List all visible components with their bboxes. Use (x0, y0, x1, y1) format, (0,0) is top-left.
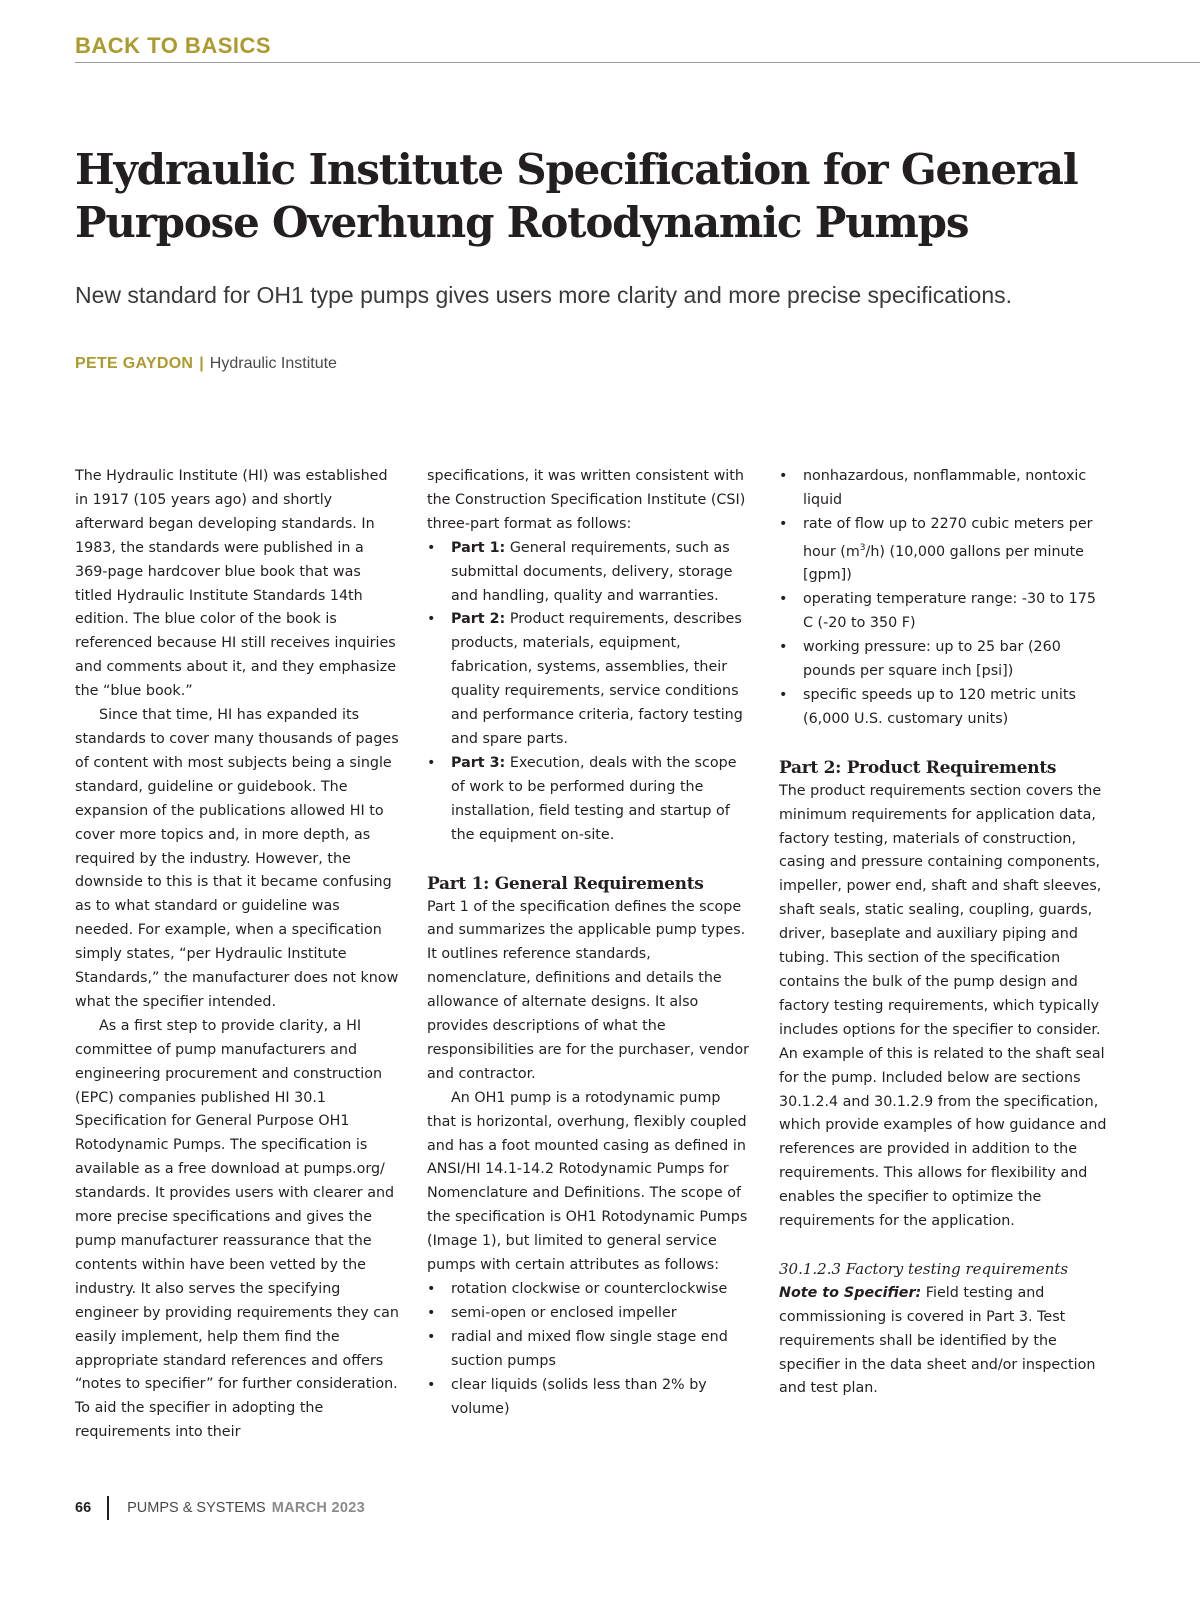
flow-text: /h) (10,000 gallons per minute [gpm]) (803, 543, 1084, 584)
attributes-list (427, 1278, 752, 1421)
paragraph: The product requirements section covers the minimum requirements for application data, factory testing, materials of construction, casing and pressure containing components, impeller, power end, shaft and shaft sleeves, shaft seals, static sealing, coupling, guards, driver, baseplate and auxiliary piping and tubing. This section of the specification contains the bulk of the pump design and factory testing requirements, which typically includes options for the specifier to consider. An example of this is related to the shaft seal for the pump. Included below are sections 30.1.2.4 and 30.1.2.9 from the specification, which provide examples of how guidance and references are provided in addition to the requirements. This allows for flexibility and enables the specifier to optimize the requirements for the application. (779, 782, 1107, 1230)
list-item (427, 537, 752, 609)
list-item: • nonhazardous, nonflammable, nontoxic liquid (779, 465, 1109, 513)
csi-parts-list (427, 537, 752, 848)
part-label: Part 1: (451, 539, 506, 556)
list-item (427, 752, 752, 848)
list-item: • working pressure: up to 25 bar (260 pounds per square inch [psi]) (779, 636, 1109, 684)
author-affiliation: Hydraulic Institute (209, 355, 337, 372)
section-heading: Part 2: Product Requirements (779, 757, 1057, 778)
page-footer (75, 1495, 365, 1521)
part-label: Part 3: (451, 754, 506, 771)
part-text: General requirements, such as submittal documents, delivery, storage and handling, quality and warranties. (451, 539, 733, 604)
header-rule (75, 62, 1200, 63)
article-deck: New standard for OH1 type pumps gives users more clarity and more precise specifications. (75, 282, 1013, 308)
paragraph: As a first step to provide clarity, a HI committee of pump manufacturers and engineering procurement and construction (EPC) companies published HI 30.1 Specification for General Purpose OH1 Rotodynamic Pumps. The specification is available as a free download at pumps.org/ standards. It provides users with clearer and more precise specifications and gives the pump manufacturer reassurance that the contents within have been vetted by the industry. It also serves the specifying engineer by providing requirements they can easily implement, help them find the appropriate standard references and offers “notes to specifier” for further consideration. To aid the specifier in adopting the requirements into their (75, 1017, 399, 1441)
paragraph: Part 1 of the specification defines the scope and summarizes the applicable pump types. It outlines reference standards, nomenclature, definitions and details the allowance of alternate designs. It also provides descriptions of what the responsibilities are for the purchaser, vendor and contractor. (427, 898, 749, 1082)
author-name: PETE GAYDON (75, 355, 194, 372)
part-text: Execution, deals with the scope of work to be performed during the installation, field testing and startup of the equipment on-site. (451, 754, 737, 843)
list-item: • radial and mixed flow single stage end suction pumps (427, 1326, 752, 1374)
list-item: • specific speeds up to 120 metric units (6,000 U.S. customary units) (779, 684, 1109, 732)
attributes-list-continued (779, 465, 1109, 732)
footer-divider (107, 1496, 109, 1520)
section-label: BACK TO BASICS (75, 33, 272, 58)
page-number: 66 (75, 1500, 92, 1516)
note-paragraph (779, 1282, 1109, 1402)
list-item (427, 608, 752, 751)
column-2 (427, 465, 752, 1421)
column-3 (779, 465, 1109, 1401)
publication-name: PUMPS & SYSTEMS (127, 1500, 266, 1516)
paragraph: specifications, it was written consistent with the Construction Specification Institute (CSI) three-part format as follows: (427, 468, 746, 532)
note-label: Note to Specifier: (779, 1284, 922, 1301)
column-1 (75, 465, 400, 1445)
spec-subheading: 30.1.2.3 Factory testing requirements (779, 1259, 1069, 1278)
list-item: • semi-open or enclosed impeller (427, 1302, 752, 1326)
part-text: Product requirements, describes products, materials, equipment, fabrication, systems, assemblies, their quality requirements, service conditions and performance criteria, factory testing and spare parts. (451, 611, 743, 747)
list-item (779, 513, 1109, 588)
paragraph: An OH1 pump is a rotodynamic pump that is horizontal, overhung, flexibly coupled and has a foot mounted casing as defined in ANSI/HI 14.1-14.2 Rotodynamic Pumps for Nomenclature and Definitions. The scope of the specification is OH1 Rotodynamic Pumps (Image 1), but limited to general service pumps with certain attributes as follows: (427, 1089, 748, 1274)
article-title: Hydraulic Institute Specification for General Purpose Overhung Rotodynamic Pumps (75, 145, 1078, 247)
list-item: • rotation clockwise or counterclockwise (427, 1278, 752, 1302)
paragraph: Since that time, HI has expanded its standards to cover many thousands of pages of content with most subjects being a single standard, guideline or guidebook. The expansion of the publications allowed HI to cover more topics and, in more depth, as required by the industry. However, the downside to this is that it became confusing as to what standard or guideline was needed. For example, when a specification simply states, “per Hydraulic Institute Standards,” the manufacturer does not know what the specifier intended. (75, 707, 399, 1010)
list-item: • clear liquids (solids less than 2% by volume) (427, 1374, 752, 1422)
note-text: Field testing and commissioning is covered in Part 3. Test requirements shall be identified by the specifier in the data sheet and/or inspection and test plan. (779, 1284, 1096, 1397)
byline-separator: | (199, 355, 204, 372)
byline (75, 355, 337, 373)
part-label: Part 2: (451, 611, 506, 628)
issue-date: MARCH 2023 (271, 1500, 365, 1516)
superscript: 3 (859, 542, 866, 553)
flow-text: rate of flow up to 2270 cubic meters per hour (m (803, 515, 1093, 560)
paragraph: The Hydraulic Institute (HI) was established in 1917 (105 years ago) and shortly afterward began developing standards. In 1983, the standards were published in a 369-page hardcover blue book that was titled Hydraulic Institute Standards 14th edition. The blue color of the book is referenced because HI still receives inquiries and comments about it, and they emphasize the “blue book.” (75, 468, 397, 700)
list-item: • operating temperature range: -30 to 175 C (-20 to 350 F) (779, 588, 1109, 636)
section-heading: Part 1: General Requirements (427, 873, 704, 894)
